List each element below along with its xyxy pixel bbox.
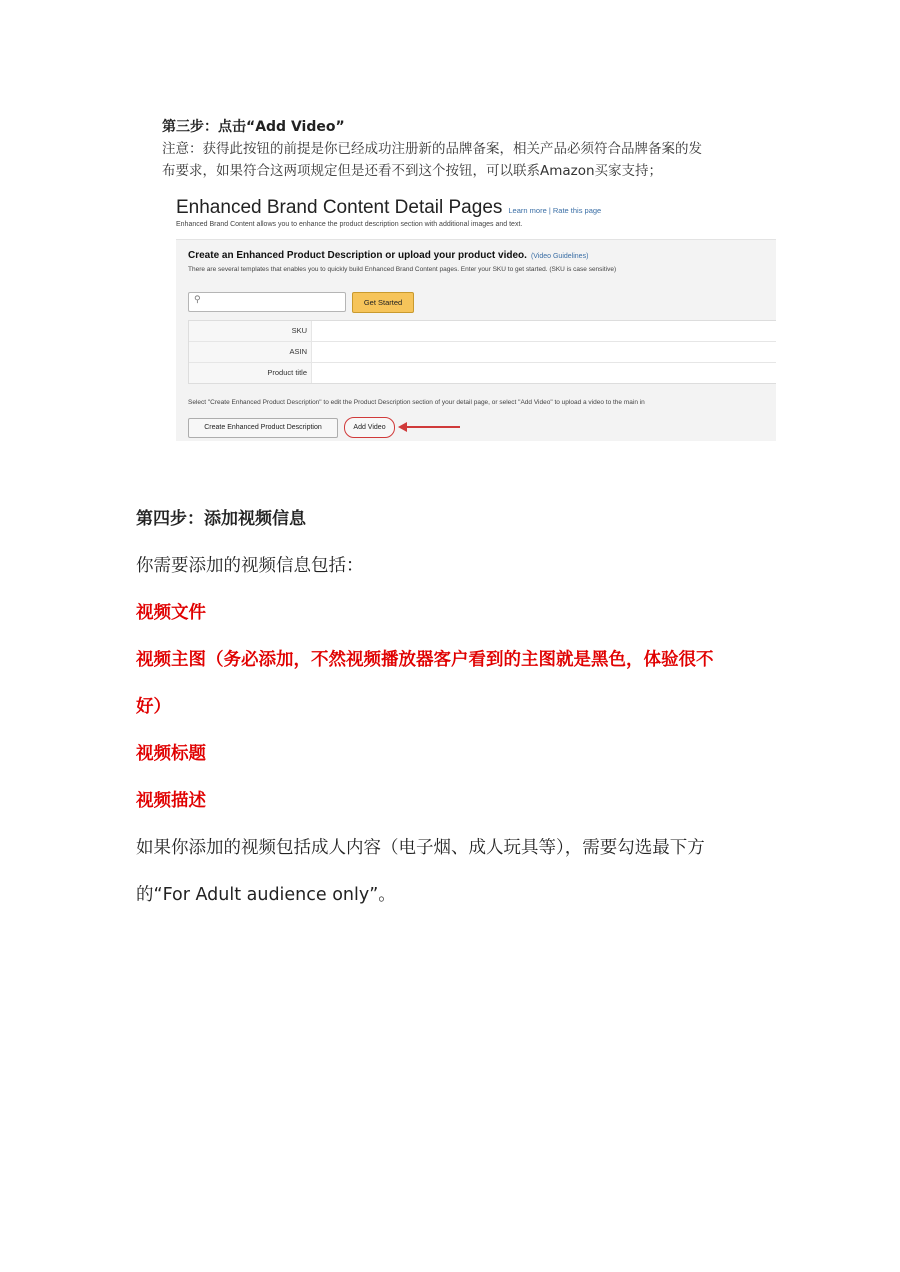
ebc-subtitle: Enhanced Brand Content allows you to enhance the product description section with additional images and text.	[176, 221, 523, 228]
adult-content-line1: 如果你添加的视频包括成人内容（电子烟、成人玩具等），需要勾选最下方	[136, 838, 705, 858]
panel-heading: Create an Enhanced Product Description or upload your product video. (Video Guidelines)	[188, 250, 589, 261]
arrow-left-icon	[398, 420, 462, 434]
asin-label: ASIN	[189, 342, 312, 362]
sku-search-input[interactable]	[188, 292, 346, 312]
video-guidelines-link[interactable]: (Video Guidelines)	[530, 253, 589, 260]
item-video-file: 视频文件	[136, 603, 206, 623]
product-title-label: Product title	[189, 363, 312, 383]
table-row	[189, 363, 776, 383]
step3-section	[162, 116, 782, 182]
table-row	[189, 321, 776, 342]
add-video-button[interactable]: Add Video	[344, 417, 395, 438]
product-info-table	[188, 320, 776, 384]
step3-note-line2: 布要求，如果符合这两项规定但是还看不到这个按钮，可以联系Amazon买家支持；	[162, 163, 663, 179]
create-enhanced-description-button[interactable]: Create Enhanced Product Description	[188, 418, 338, 438]
ebc-panel	[176, 239, 776, 441]
search-icon: ⚲	[194, 295, 201, 305]
step3-title: 第三步：点击“Add Video”	[162, 119, 345, 135]
sku-label: SKU	[189, 321, 312, 341]
item-video-thumbnail-cont: 好）	[136, 697, 171, 717]
select-instructions: Select "Create Enhanced Product Description" to edit the Product Description section of your detail page, or select "Add Video" to upload a video to the main in	[188, 399, 645, 406]
step4-intro: 你需要添加的视频信息包括：	[136, 556, 364, 576]
ebc-help-links[interactable]: Learn more | Rate this page	[508, 206, 602, 215]
item-video-description: 视频描述	[136, 791, 206, 811]
item-video-thumbnail: 视频主图（务必添加，不然视频播放器客户看到的主图就是黑色，体验很不	[136, 650, 714, 670]
step3-note-line1: 注意：获得此按钮的前提是你已经成功注册新的品牌备案，相关产品必须符合品牌备案的发	[162, 141, 702, 157]
item-video-title: 视频标题	[136, 744, 206, 764]
get-started-button[interactable]: Get Started	[352, 292, 414, 313]
ebc-screenshot	[176, 193, 776, 441]
ebc-page-title: Enhanced Brand Content Detail Pages Learn more | Rate this page	[176, 197, 602, 218]
step4-heading: 第四步：添加视频信息	[136, 509, 306, 529]
adult-content-line2: 的“For Adult audience only”。	[136, 885, 396, 905]
panel-description: There are several templates that enables you to quickly build Enhanced Brand Content pages. Enter your SKU to get started. (SKU is case sensitive)	[188, 266, 617, 273]
table-row	[189, 342, 776, 363]
